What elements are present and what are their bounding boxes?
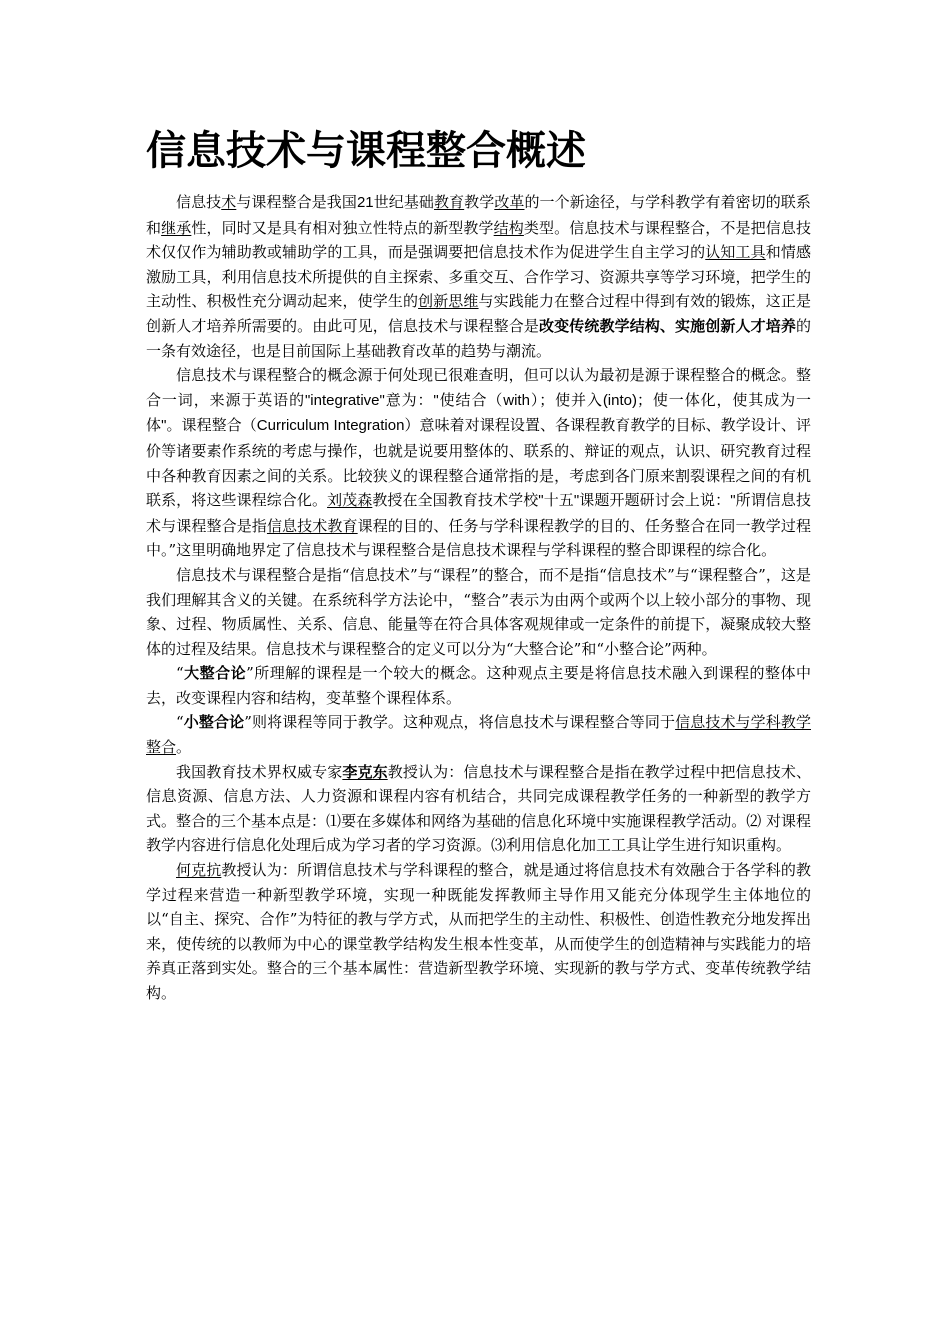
text: 21 bbox=[356, 194, 374, 211]
bold-term: 小整合论 bbox=[183, 713, 245, 732]
text: ；使一体化，使其成为一体 bbox=[146, 390, 811, 435]
document-title: 信息技术与课程整合概述 bbox=[146, 128, 586, 174]
text: 信息技术与课程整合的概念源于何处现已很难查明，但可以认为最初是源于课程整合的概念。整合一词，来源于英语的 bbox=[146, 366, 811, 409]
bold-phrase: 改变传统教学结构、实施创新人才培养 bbox=[539, 316, 796, 335]
text: 教学 bbox=[464, 193, 495, 211]
text: 世纪基础 bbox=[373, 193, 435, 211]
text: with bbox=[503, 391, 530, 409]
link-xinxi-jishu-jiaoyu[interactable]: 信息技术教育 bbox=[266, 516, 358, 535]
text: 。课程整合（ bbox=[166, 416, 257, 435]
paragraph-4 bbox=[146, 661, 811, 710]
bold-term: 大整合论 bbox=[183, 664, 247, 683]
link-jiegou[interactable]: 结构 bbox=[493, 218, 524, 237]
paragraph-2 bbox=[146, 363, 811, 563]
link-liu-maosen[interactable]: 刘茂森 bbox=[327, 491, 373, 510]
link-chuangxin-siwei[interactable]: 创新思维 bbox=[418, 292, 479, 311]
text: 课题开题研讨会上说： bbox=[579, 491, 731, 510]
paragraph-6 bbox=[146, 760, 811, 858]
text: " bbox=[573, 492, 580, 510]
text: Curriculum Integration bbox=[256, 417, 405, 435]
text: 教授认为：信息技术与课程整合是指在教学过程中把信息技术、信息资源、信息方法、人力资源和课程内容有机结合，共同完成课程教学任务的一种新型的教学方式。整合的三个基本点是：⑴要在多媒体和网络为基础的信息化环境中实施课程教学活动。⑵ 对课程教学内容进行信息化处理后成为学习者的学习资源。⑶利用信息化加工工具让学生进行知识重构。 bbox=[146, 762, 811, 855]
text: ）；使并入 bbox=[529, 390, 603, 409]
text: 教授在全国教育技术学校 bbox=[372, 491, 539, 510]
text: 我国教育技术界权威专家 bbox=[176, 762, 343, 781]
text: " bbox=[538, 492, 544, 510]
text: " bbox=[433, 391, 439, 409]
link-jiaoyu[interactable]: 教育 bbox=[434, 193, 465, 211]
link-renzhi-gongju[interactable]: 认知工具 bbox=[705, 243, 766, 262]
text: “ bbox=[176, 713, 184, 732]
text: 使结合（ bbox=[438, 390, 504, 409]
text: 的一条有效途径，也是目前国际上基础教育改革的趋势与潮流。 bbox=[146, 316, 811, 360]
text: " bbox=[161, 417, 167, 435]
text: 和情感激励工具，利用信息技术所提供的自主探索、多重交互、合作学习、资源共享等学习环境，把学生的主动性、积极性充分调动起来，使学生的 bbox=[146, 243, 811, 311]
text: "integrative" bbox=[304, 391, 385, 409]
link-li-kedong[interactable]: 李克东 bbox=[342, 762, 388, 781]
paragraph-3: 信息技术与课程整合是指“信息技术”与“课程”的整合，而不是指“信息技术”与“课程整合”，这是我们理解其含义的关键。在系统科学方法论中，“整合”表示为由两个或两个以上较小部分的事物、现象、过程、物质属性、关系、信息、能量等在符合具体客观规律或一定条件的前提下，凝聚成较大整体的过程及结果。信息技术与课程整合的定义可以分为“大整合论”和“小整合论”两种。 bbox=[146, 565, 811, 658]
text: 意为： bbox=[384, 390, 434, 409]
text: ）意味着对课程设置、各课程教育教学的目标、教学设计、评价等诸要素作系统的考虑与操作，也就是说要用整体的、联系的、辩证的观点，认识、研究教育过程中各种教育因素之间的关系。比较狭义的课程整合通常指的是，考虑到各门原来割裂课程之间的有机联系，将这些课程综合化。 bbox=[146, 416, 811, 510]
text: 与课程整合是我国 bbox=[236, 193, 357, 211]
text: ”则将课程等同于教学。这种观点，将信息技术与课程整合等同于 bbox=[244, 713, 676, 732]
text: 课程的目的、任务与学科课程教学的目的、任务整合在同一教学过程中。”这里明确地界定了信息技术与课程整合是信息技术课程与学科课程的整合即课程的综合化。 bbox=[146, 516, 811, 560]
document-page bbox=[146, 122, 811, 1006]
text: 。 bbox=[176, 738, 192, 757]
text: 性，同时又是具有相对独立性特点的新型教学 bbox=[191, 218, 494, 237]
text: 的一个新途径，与学科教学有着密切的联系和 bbox=[146, 193, 811, 237]
text: “ bbox=[176, 664, 184, 683]
link-xueke-jiaoxue-zhenghe[interactable]: 信息技术与学科教学整合 bbox=[146, 713, 811, 757]
link-he-kekang[interactable]: 何克抗 bbox=[176, 861, 222, 880]
link-jicheng[interactable]: 继承 bbox=[161, 218, 192, 237]
paragraph-7 bbox=[146, 858, 811, 1006]
paragraph-5 bbox=[146, 710, 811, 759]
text: ”所理解的课程是一个较大的概念。这种观点主要是将信息技术融入到课程的整体中去，改变课程内容和结构，变革整个课程体系。 bbox=[146, 664, 811, 707]
text: 与实践能力在整合过程中得到有效的锻炼，这正是创新人才培养所需要的。由此可见，信息技术与课程整合是 bbox=[146, 292, 811, 335]
text: 类型。信息技术与课程整合，不是把信息技术仅仅作为辅助教或辅助学的工具，而是强调要把信息技术作为促进学生自主学习的 bbox=[146, 218, 811, 262]
text: (into) bbox=[602, 391, 637, 409]
text: 信息技 bbox=[176, 193, 222, 211]
link-shu[interactable]: 术 bbox=[221, 193, 237, 211]
text: 所谓信息技术与课程整合是指 bbox=[146, 491, 811, 535]
text: " bbox=[730, 492, 736, 510]
text: 教授认为：所谓信息技术与学科课程的整合，就是通过将信息技术有效融合于各学科的教学过程来营造一种新型教学环境，实现一种既能发挥教师主导作用又能充分体现学生主体地位的以“自主、探究、合作”为特征的教与学方式，从而把学生的主动性、积极性、创造性教充分地发挥出来，使传统的以教师为中心的课堂教学结构发生根本性变革，从而使学生的创造精神与实践能力的培养真正落到实处。整合的三个基本属性：营造新型教学环境、实现新的教与学方式、变革传统教学结构。 bbox=[146, 861, 811, 1002]
text: 十五 bbox=[543, 491, 574, 510]
paragraph-1 bbox=[146, 190, 811, 363]
link-gaige[interactable]: 改革 bbox=[494, 193, 525, 211]
